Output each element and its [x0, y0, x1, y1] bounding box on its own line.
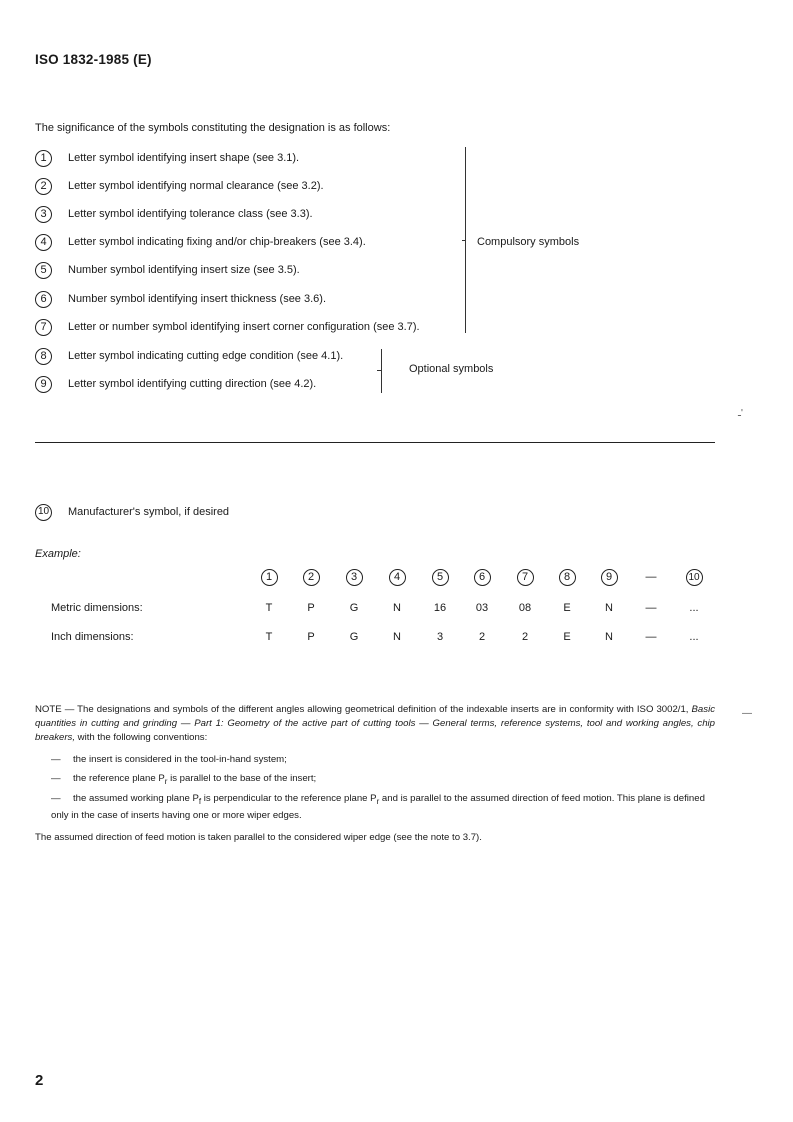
note-reference-title: Basic quantities in cutting and grinding — Part 1: Geometry of the active part of cutting tools — General terms, reference systems, tool and working angles, chip breakers, [35, 704, 715, 743]
inch-cell: 2 [478, 631, 486, 643]
example-header-cell: 3 [334, 569, 374, 586]
circled-number: 4 [35, 234, 52, 251]
circled-number: 9 [35, 376, 52, 393]
symbol-description: Letter symbol identifying cutting direction (see 4.2). [68, 378, 317, 390]
inch-cell: E [563, 631, 571, 643]
symbol-item-8 [35, 346, 343, 366]
intro-text: The significance of the symbols constituting the designation is as follows: [35, 122, 391, 134]
circled-number: 10 [35, 504, 52, 521]
symbol-item-6 [35, 289, 326, 309]
metric-cell: T [265, 602, 273, 614]
symbol-item-4 [35, 232, 366, 252]
inch-cell: N [605, 631, 613, 643]
inch-cell: 3 [436, 631, 444, 643]
page-number: 2 [35, 1072, 44, 1089]
circled-number: 6 [35, 291, 52, 308]
metric-cell: — [645, 602, 657, 614]
circled-number: 8 [35, 348, 52, 365]
example-header-cell: 2 [291, 569, 331, 586]
note-text-end: with the following conventions: [75, 732, 208, 743]
metric-row-label: Metric dimensions: [51, 602, 143, 614]
compulsory-bracket-tip [462, 240, 466, 241]
metric-cell: 03 [475, 602, 489, 614]
symbol-description: Letter symbol identifying insert shape (see 3.1). [68, 152, 300, 164]
optional-bracket-tip [377, 370, 381, 371]
symbol-description: Number symbol identifying insert size (see 3.5). [68, 264, 300, 276]
circled-number: 5 [35, 262, 52, 279]
compulsory-label: Compulsory symbols [477, 236, 580, 248]
metric-cell: 08 [518, 602, 532, 614]
convention-item-2: — the reference plane $P_r$ is parallel to the base of the insert; [51, 773, 317, 786]
inch-cell: P [307, 631, 315, 643]
example-header-cell: — [645, 571, 657, 583]
metric-cell: N [605, 602, 613, 614]
symbol-description: Letter symbol indicating fixing and/or chip-breakers (see 3.4). [68, 236, 366, 248]
circled-number: 1 [35, 150, 52, 167]
note-text: NOTE — The designations and symbols of the different angles allowing geometrical definition of the indexable inserts are in conformity with ISO 3002/1, [35, 704, 692, 715]
optional-bracket [381, 349, 382, 393]
symbol-description: Letter symbol identifying normal clearance (see 3.2). [68, 180, 324, 192]
metric-cell: N [393, 602, 401, 614]
inch-cell: ... [689, 631, 699, 643]
example-header-cell: 7 [505, 569, 545, 586]
list-dash: — [51, 754, 61, 765]
inch-cell: G [349, 631, 359, 643]
symbol-description: Letter symbol indicating cutting edge condition (see 4.1). [68, 350, 344, 362]
metric-cell: G [349, 602, 359, 614]
symbol-description: Number symbol identifying insert thickness (see 3.6). [68, 293, 326, 305]
example-header-cell: 9 [589, 569, 629, 586]
list-dash: — [51, 773, 61, 784]
symbol-item-1 [35, 148, 299, 168]
document-header: ISO 1832-1985 (E) [35, 52, 152, 67]
circled-number: 3 [35, 206, 52, 223]
manufacturer-item [35, 502, 229, 522]
metric-cell: ... [689, 602, 699, 614]
circled-number: 7 [35, 319, 52, 336]
margin-mark: ـ' [738, 408, 743, 419]
circled-number: 2 [35, 178, 52, 195]
example-header-cell: 8 [547, 569, 587, 586]
inch-cell: 2 [521, 631, 529, 643]
example-label: Example: [35, 548, 81, 560]
symbol-item-2 [35, 176, 324, 196]
convention-item-1: — the insert is considered in the tool-in-hand system; [51, 754, 287, 765]
margin-mark: — [742, 708, 752, 719]
manufacturer-description: Manufacturer's symbol, if desired [68, 506, 230, 518]
convention-item-3: — the assumed working plane $P_f$ is perpendicular to the reference plane $P_r$ and is parallel to the assumed direction of feed motion. This plane is defined only in the case of inserts having one or more wiper edges. [51, 793, 705, 821]
metric-cell: E [563, 602, 571, 614]
example-header-cell: 5 [420, 569, 460, 586]
symbol-item-7 [35, 317, 420, 337]
list-dash: — [51, 793, 61, 804]
symbol-description: Letter symbol identifying tolerance class (see 3.3). [68, 208, 313, 220]
symbol-item-9 [35, 374, 316, 394]
inch-cell: — [645, 631, 657, 643]
inch-row-label: Inch dimensions: [51, 631, 134, 643]
horizontal-rule [35, 442, 715, 443]
symbol-item-5 [35, 260, 300, 280]
example-header-cell: 6 [462, 569, 502, 586]
symbol-description: Letter or number symbol identifying insert corner configuration (see 3.7). [68, 321, 420, 333]
inch-cell: T [265, 631, 273, 643]
symbol-item-3 [35, 204, 313, 224]
example-header-cell: 1 [249, 569, 289, 586]
example-header-cell: 4 [377, 569, 417, 586]
note-paragraph [35, 703, 715, 745]
example-header-cell: 10 [674, 569, 714, 586]
metric-cell: P [307, 602, 315, 614]
optional-label: Optional symbols [409, 363, 494, 375]
metric-cell: 16 [433, 602, 447, 614]
final-paragraph: The assumed direction of feed motion is taken parallel to the considered wiper edge (see the note to 3.7). [35, 832, 482, 843]
inch-cell: N [393, 631, 401, 643]
